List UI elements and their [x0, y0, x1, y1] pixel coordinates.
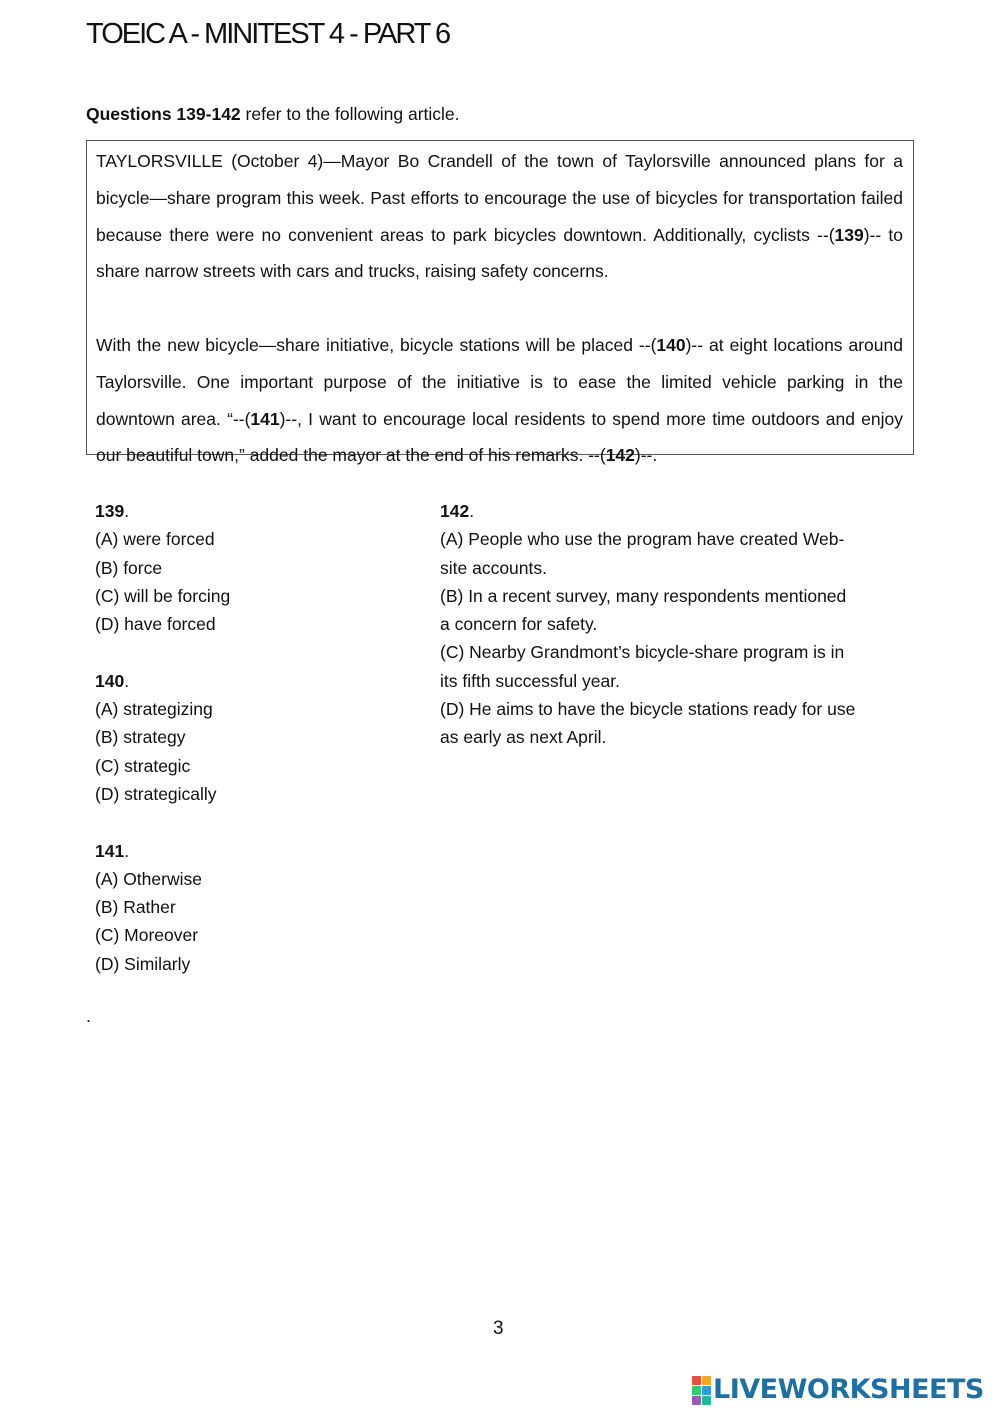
blank-142: 142	[605, 445, 635, 466]
instructions	[86, 104, 460, 125]
option-141-b[interactable]: (B) Rather	[95, 897, 176, 918]
article-text: TAYLORSVILLE (October 4)—Mayor Bo Crandell of the town of Taylorsville announced plans for a bicycle—share program this week. Past efforts to encourage the use of bicycles for transportation failed because there were no convenient areas to park bicycles downtown. Additionally, cyclists --(	[96, 151, 903, 245]
page-title: TOEIC A - MINITEST 4 - PART 6	[86, 18, 450, 50]
article-text: With the new bicycle—share initiative, bicycle stations will be placed --(	[96, 334, 657, 355]
option-141-c[interactable]: (C) Moreover	[95, 925, 199, 946]
liveworksheets-logo-icon	[692, 1376, 710, 1404]
logo-tile	[702, 1396, 711, 1405]
blank-141: 141	[250, 408, 280, 429]
liveworksheets-watermark[interactable]	[692, 1374, 984, 1405]
page-number: 3	[493, 1318, 504, 1339]
questions-right-column	[440, 497, 860, 780]
question-141	[95, 837, 415, 978]
option-139-b[interactable]: (B) force	[95, 557, 163, 578]
option-139-d[interactable]: (D) have forced	[95, 614, 216, 635]
question-number: 139.	[95, 501, 130, 521]
instructions-text: refer to the following article.	[240, 104, 460, 124]
article-passage	[86, 140, 914, 466]
blank-140: 140	[656, 334, 686, 355]
logo-tile	[692, 1376, 701, 1385]
option-139-c[interactable]: (C) will be forcing	[95, 585, 231, 606]
logo-tile	[702, 1386, 711, 1395]
watermark-text: LIVEWORKSHEETS	[713, 1374, 984, 1405]
logo-tile	[702, 1376, 711, 1385]
option-140-c[interactable]: (C) strategic	[95, 755, 191, 776]
article-text: )-- at eight locations around Taylorsville. One important purpose of the initiative is to ease the limited vehicle parking in the downtown area. “--(	[96, 334, 903, 429]
article-paragraph-1	[96, 143, 903, 290]
question-number: 140.	[95, 670, 130, 691]
option-139-a[interactable]: (A) were forced	[95, 529, 215, 550]
option-141-a[interactable]: (A) Otherwise	[95, 868, 202, 889]
question-139	[95, 497, 415, 638]
option-142-c[interactable]: (C) Nearby Grandmont’s bicycle-share program is in its fifth successful year.	[440, 642, 845, 691]
option-140-a[interactable]: (A) strategizing	[95, 699, 213, 720]
question-142	[440, 497, 860, 752]
question-range: Questions 139-142	[86, 104, 241, 124]
logo-tile	[692, 1386, 701, 1395]
option-140-d[interactable]: (D) strategically	[95, 783, 217, 804]
logo-tile	[692, 1396, 701, 1405]
question-140	[95, 667, 415, 808]
stray-dot: .	[86, 1006, 91, 1026]
questions-left-column	[95, 497, 415, 1006]
article-text: )--, I want to encourage local residents to spend more time outdoors and enjoy our beautiful town,” added the mayor at the end of his remarks. --(	[96, 408, 903, 466]
option-142-b[interactable]: (B) In a recent survey, many respondents mentioned a concern for safety.	[440, 585, 847, 635]
article-text: )-- to share narrow streets with cars and trucks, raising safety concerns.	[96, 224, 903, 282]
article-paragraph-2	[96, 327, 903, 474]
option-142-a[interactable]: (A) People who use the program have created Web-site accounts.	[440, 529, 845, 578]
article-text: )--.	[634, 445, 658, 466]
question-number: 141.	[95, 840, 130, 861]
option-140-b[interactable]: (B) strategy	[95, 727, 186, 748]
option-142-d[interactable]: (D) He aims to have the bicycle stations ready for use as early as next April.	[440, 699, 856, 748]
question-number: 142.	[440, 501, 475, 521]
option-141-d[interactable]: (D) Similarly	[95, 953, 191, 974]
blank-139: 139	[834, 224, 864, 245]
